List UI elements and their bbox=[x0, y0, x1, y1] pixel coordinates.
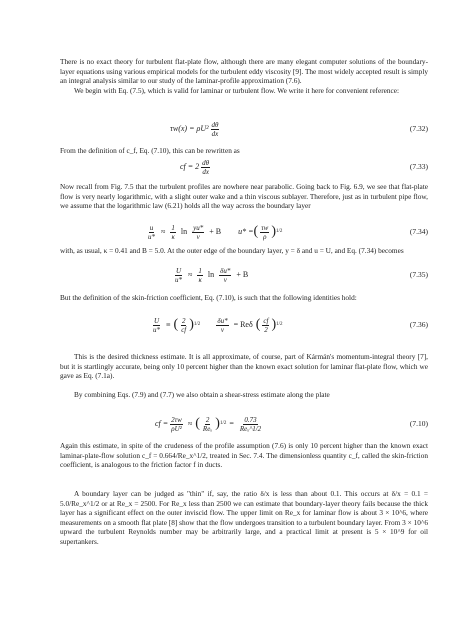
eq-7-10-exp: 1/2 bbox=[219, 421, 227, 426]
eq-7-36-e-den: 2 bbox=[264, 325, 268, 334]
eq-7-36-re-delta: = Reδ bbox=[233, 320, 253, 329]
paragraph-7: This is the desired thickness estimate. It is all approximate, of course, part of Kármán's momentum-integral theory [7], but it is startlingly accurate, being only 10 percent higher than the known exact solution for laminar flat-plate flow, which we gave as Eq. (7.1a). bbox=[60, 352, 428, 381]
eq-7-32-number: (7.32) bbox=[409, 124, 428, 133]
eq-7-10-b-den: Reₓ bbox=[202, 424, 213, 433]
eq-7-10-lhs: cf = bbox=[155, 419, 169, 428]
equation-7-32 bbox=[60, 119, 428, 139]
eq-7-34-a-den: u* bbox=[148, 232, 155, 241]
paragraph-6: But the definition of the skin-friction coefficient, Eq. (7.10), is such that the following identities hold: bbox=[60, 293, 357, 302]
eq-7-34-d bbox=[192, 224, 204, 241]
eq-7-34-ln: ln bbox=[180, 227, 188, 236]
eq-7-36-c-num: 2 bbox=[181, 316, 186, 325]
eq-7-36-c-den: cf bbox=[181, 325, 187, 334]
equation-7-35 bbox=[60, 265, 428, 285]
eq-7-33-fraction bbox=[201, 159, 210, 176]
eq-7-36-paren-open-2: ( bbox=[255, 317, 261, 332]
eq-7-10-b bbox=[202, 416, 213, 433]
eq-7-35-a-num: U bbox=[175, 266, 182, 275]
eq-7-34-ustar: u* = bbox=[238, 227, 254, 236]
paragraph-10: A boundary layer can be judged as "thin" if, say, the ratio δ/x is less than about 0.1. This occurs at δ/x = 0.1 = 5.0/Re_x^1/2 or at Re_x = 2500. For Re_x less than 2500 we can estimate that boundary-layer theory fails because the thick layer has a significant effect on the outer inviscid flow. The upper limit on Re_x for laminar flow is about 3 × 10^6, where measurements on a smooth flat plate [8] show that the flow undergoes transition to a turbulent boundary layer. From 3 × 10^6 upward the turbulent Reynolds number may be arbitrarily large, and a practical limit at present is 5 × 10^9 for oil supertankers. bbox=[60, 489, 428, 546]
eq-7-36-d-num: δu* bbox=[217, 316, 228, 325]
equation-7-36 bbox=[60, 315, 428, 335]
eq-7-34-paren-open: ( bbox=[253, 224, 259, 239]
eq-7-36-number: (7.36) bbox=[409, 320, 428, 329]
eq-7-36-identity: ≡ bbox=[166, 320, 171, 329]
eq-7-36-a-num: U bbox=[153, 316, 160, 325]
eq-7-32-lhs: τw(x) = ρU² bbox=[170, 124, 209, 133]
eq-7-10-a bbox=[170, 416, 183, 433]
paragraph-3: From the definition of c_f, Eq. (7.10), this can be rewritten as bbox=[60, 146, 240, 155]
eq-7-35-a-den: u* bbox=[175, 275, 182, 284]
eq-7-36-a bbox=[152, 317, 161, 334]
eq-7-36-exp-1: 1/2 bbox=[193, 322, 201, 327]
paragraph-9: Again this estimate, in spite of the crudeness of the profile assumption (7.6) is only 10 percent higher than the known exact laminar-plate-flow solution c_f = 0.664/Re_x^1/2, treated in Sec. 7.4. The dimensionless quantity c_f, called the skin-friction coefficient, is analogous to the friction factor f in ducts. bbox=[60, 441, 428, 470]
eq-7-35-d bbox=[219, 267, 231, 284]
eq-7-34-a bbox=[147, 224, 156, 241]
eq-7-36-paren-close-2: ) bbox=[271, 317, 277, 332]
eq-7-34-c bbox=[170, 224, 176, 241]
eq-7-36-e bbox=[262, 317, 269, 334]
eq-7-33-den: dx bbox=[202, 167, 209, 176]
eq-7-34-number: (7.34) bbox=[409, 227, 428, 236]
eq-7-10-a-den: ρU² bbox=[171, 424, 182, 433]
eq-7-35-ln: ln bbox=[207, 270, 215, 279]
eq-7-36-c bbox=[180, 317, 187, 334]
eq-7-35-c bbox=[197, 267, 203, 284]
eq-7-10-paren-open: ( bbox=[195, 416, 200, 431]
eq-7-35-d-num: δu* bbox=[220, 266, 231, 275]
eq-7-34-paren-close: ) bbox=[271, 224, 277, 239]
eq-7-33-number: (7.33) bbox=[409, 162, 428, 171]
eq-7-36-paren-open-1: ( bbox=[173, 317, 179, 332]
eq-7-34-e-den: ρ bbox=[263, 232, 267, 241]
eq-7-34-exp: 1/2 bbox=[276, 229, 283, 234]
eq-7-34-a-num: u bbox=[149, 223, 154, 232]
eq-7-36-exp-2: 1/2 bbox=[276, 322, 283, 327]
eq-7-35-c-num: 1 bbox=[198, 266, 202, 275]
eq-7-36-d bbox=[216, 317, 228, 334]
eq-7-33-lhs: cf = 2 bbox=[180, 162, 200, 171]
equation-7-33 bbox=[60, 157, 428, 177]
eq-7-10-c-num: 0.73 bbox=[244, 415, 257, 424]
eq-7-10-a-num: 2τw bbox=[171, 415, 182, 424]
eq-7-34-d-den: ν bbox=[196, 232, 200, 241]
eq-7-36-e-num: cf bbox=[263, 316, 269, 325]
eq-7-10-c-den: Reₓ^1/2 bbox=[239, 424, 262, 433]
paragraph-1: There is no exact theory for turbulent flat-plate flow, although there are many elegant computer solutions of the boundary-layer equations using various empirical models for the turbulent eddy viscosity [9]. The most widely accepted result is simply an integral analysis similar to our study of the laminar-profile approximation (7.6). bbox=[60, 57, 428, 86]
eq-7-32-fraction bbox=[211, 121, 220, 138]
eq-7-10-b-num: 2 bbox=[205, 415, 210, 424]
paragraph-8: By combining Eqs. (7.9) and (7.7) we also obtain a shear-stress estimate along the plate bbox=[74, 390, 330, 399]
eq-7-35-number: (7.35) bbox=[409, 270, 428, 279]
eq-7-34-plus-b: + B bbox=[209, 227, 222, 236]
eq-7-33-num: dθ bbox=[202, 158, 210, 167]
eq-7-34-e-num: τw bbox=[261, 223, 269, 232]
equation-7-10 bbox=[60, 414, 428, 434]
eq-7-35-approx: ≈ bbox=[188, 270, 193, 279]
eq-7-36-a-den: u* bbox=[153, 325, 160, 334]
eq-7-32-num: dθ bbox=[211, 120, 219, 129]
eq-7-10-paren-close: ) bbox=[215, 416, 220, 431]
eq-7-34-d-num: yu* bbox=[193, 223, 204, 232]
eq-7-35-plus-b: + B bbox=[236, 270, 249, 279]
eq-7-10-number: (7.10) bbox=[409, 419, 428, 428]
eq-7-35-a bbox=[174, 267, 183, 284]
eq-7-36-d-den: ν bbox=[220, 325, 224, 334]
paragraph-4: Now recall from Fig. 7.5 that the turbulent profiles are nowhere near parabolic. Going back to Fig. 6.9, we see that flat-plate flow is very nearly logarithmic, with a slight outer wake and a thin viscous sublayer. Therefore, just as in turbulent pipe flow, we assume that the logarithmic law (6.21) holds all the way across the boundary layer bbox=[60, 182, 428, 211]
eq-7-10-equals: = bbox=[229, 419, 234, 428]
eq-7-34-e bbox=[260, 224, 269, 241]
eq-7-10-c bbox=[239, 416, 262, 433]
eq-7-34-c-den: κ bbox=[171, 232, 175, 241]
eq-7-34-c-num: 1 bbox=[171, 223, 175, 232]
equation-7-34 bbox=[60, 222, 428, 242]
eq-7-34-approx: ≈ bbox=[161, 227, 166, 236]
eq-7-35-d-den: ν bbox=[223, 275, 227, 284]
paragraph-5: with, as usual, κ = 0.41 and B = 5.0. At the outer edge of the boundary layer, y = δ and u = U, and Eq. (7.34) becomes bbox=[60, 246, 404, 255]
eq-7-10-approx: ≈ bbox=[187, 419, 193, 428]
eq-7-36-paren-close-1: ) bbox=[189, 317, 194, 332]
paragraph-2: We begin with Eq. (7.5), which is valid for laminar or turbulent flow. We write it here for convenient reference: bbox=[74, 86, 400, 95]
eq-7-32-den: dx bbox=[211, 129, 219, 138]
eq-7-35-c-den: κ bbox=[198, 275, 202, 284]
